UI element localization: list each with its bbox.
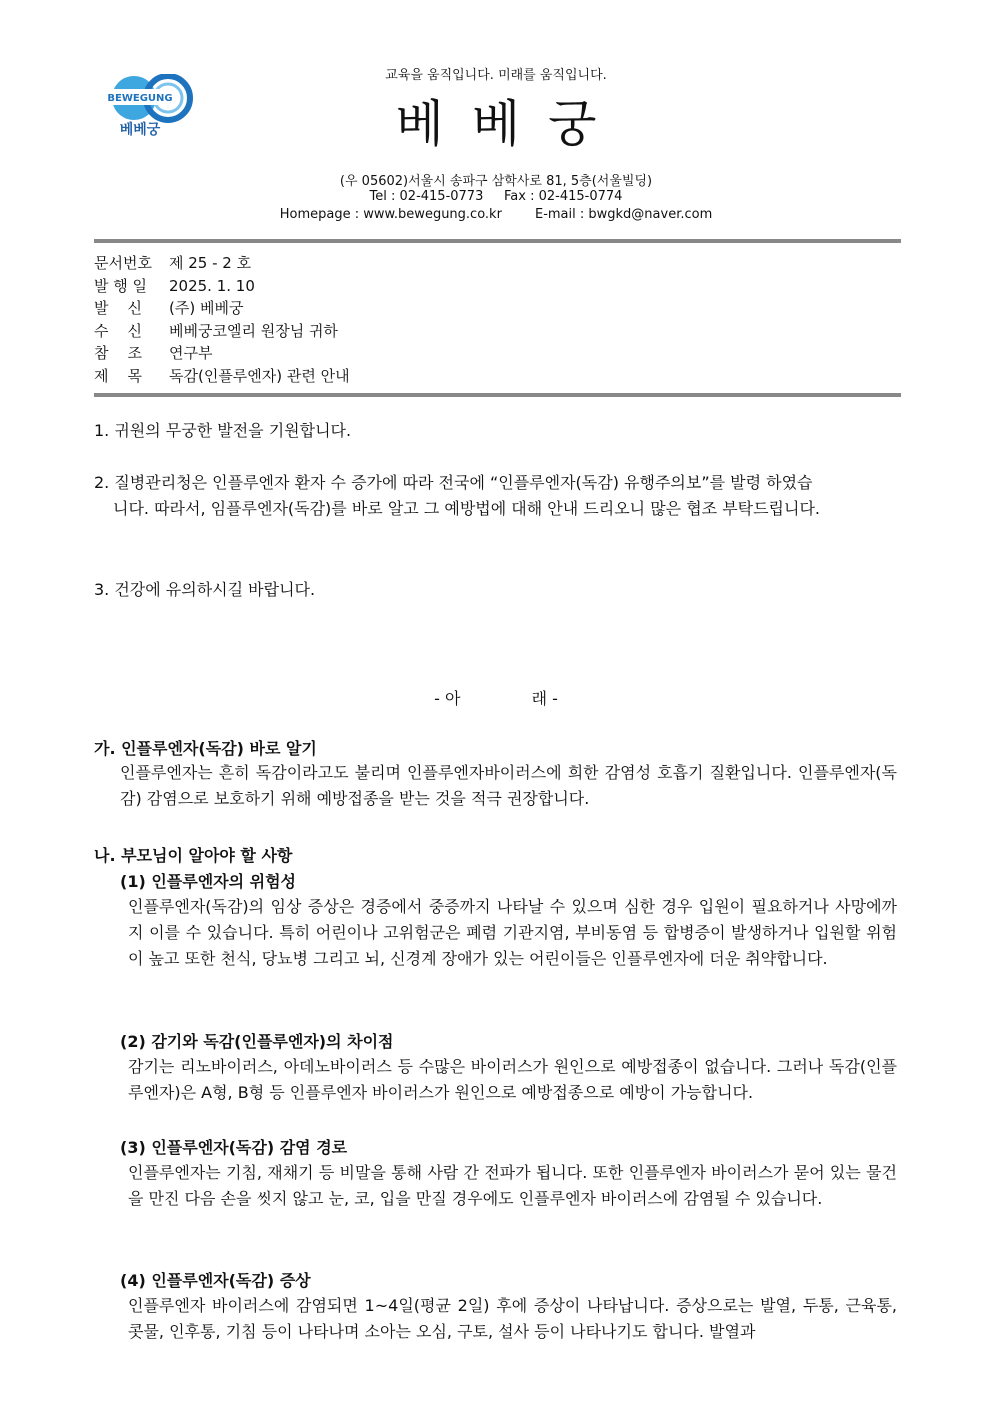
meta-subject: 제 목 독감(인플루엔자) 관련 안내: [94, 367, 350, 385]
section-na-title: 나. 부모님이 알아야 할 사항: [94, 846, 293, 865]
section-ga-title: 가. 인플루엔자(독감) 바로 알기: [94, 739, 317, 758]
meta-doc-number: 문서번호 제 25 - 2 호: [94, 254, 252, 272]
notice-heading: - 아 래 -: [434, 689, 558, 708]
logo-caption: 베베궁: [119, 122, 161, 138]
paragraph-3: 3. 건강에 유의하시길 바랍니다.: [94, 580, 316, 599]
subsection-2-body: 감기는 리노바이러스, 아데노바이러스 등 수많은 바이러스가 원인으로 예방접종이 없습니다. 그러나 독감(인플루엔자)은 A형, B형 등 인플루엔자 바이러스가 원인으로 예방접종으로 예방이 가능합니다.: [128, 1057, 897, 1102]
section-ga-body: 인플루엔자는 흔히 독감이라고도 불리며 인플루엔자바이러스에 희한 감염성 호흡기 질환입니다. 인플루엔자(독감) 감염으로 보호하기 위해 예방접종을 받는 것을 적극 권장합니다.: [120, 763, 897, 808]
paragraph-2: 2. 질병관리청은 인플루엔자 환자 수 증가에 따라 전국에 “인플루엔자(독감) 유행주의보”를 발령 하였습 니다. 따라서, 임플루엔자(독감)를 바로 알고 그 예방법에 대해 안내 드리오니 많은 협조 부탁드립니다.: [94, 473, 821, 518]
slogan: 교육을 움직입니다. 미래를 움직입니다.: [385, 68, 607, 83]
subsection-3-body: 인플루엔자는 기침, 재채기 등 비말을 통해 사람 간 전파가 됩니다. 또한 인플루엔자 바이러스가 묻어 있는 물건을 만진 다음 손을 씻지 않고 눈, 코, 입을 만질 경우에도 인플루엔자 바이러스에 감염될 수 있습니다.: [128, 1163, 897, 1208]
subsection-4-body: 인플루엔자 바이러스에 감염되면 1~4일(평균 2일) 후에 증상이 나타납니다. 증상으로는 발열, 두통, 근육통, 콧물, 인후통, 기침 등이 나타나며 소아는 오심, 구토, 설사 등이 나타나기도 합니다. 발열과: [128, 1296, 897, 1341]
logo-badge-text: BEWEGUNG: [107, 93, 173, 104]
meta-recipient: 수 신 베베궁코엘리 원장님 귀하: [94, 322, 338, 340]
meta-issue-date: 발 행 일 2025. 1. 10: [94, 277, 255, 295]
org-name: 베베궁: [395, 95, 625, 153]
bottom-divider: [94, 393, 901, 397]
top-divider: [94, 239, 901, 243]
web-email: Homepage : www.bewegung.co.kr E-mail : bwgkd@naver.com: [279, 207, 713, 222]
subsection-3-title: (3) 인플루엔자(독감) 감염 경로: [120, 1138, 348, 1157]
subsection-2-title: (2) 감기와 독감(인플루엔자)의 차이점: [120, 1032, 394, 1051]
subsection-4-title: (4) 인플루엔자(독감) 증상: [120, 1271, 311, 1290]
paragraph-1: 1. 귀원의 무궁한 발전을 기원합니다.: [94, 421, 352, 440]
address: (우 05602)서울시 송파구 삼학사로 81, 5층(서울빌딩): [339, 174, 653, 189]
tel-fax: Tel : 02-415-0773 Fax : 02-415-0774: [369, 189, 623, 204]
meta-reference: 참 조 연구부: [94, 344, 213, 362]
meta-sender: 발 신 (주) 베베궁: [94, 299, 244, 317]
subsection-1-title: (1) 인플루엔자의 위험성: [120, 872, 297, 891]
subsection-1-body: 인플루엔자(독감)의 임상 증상은 경증에서 중증까지 나타날 수 있으며 심한 경우 입원이 필요하거나 사망에까지 이를 수 있습니다. 특히 어린이나 고위험군은 폐렴 기관지염, 부비동염 등 합병증이 발생하거나 입원할 위험이 높고 또한 천식, 당뇨병 그리고 뇌, 신경계 장애가 있는 어린이들은 인플루엔자에 더운 취약합니다.: [128, 897, 897, 968]
